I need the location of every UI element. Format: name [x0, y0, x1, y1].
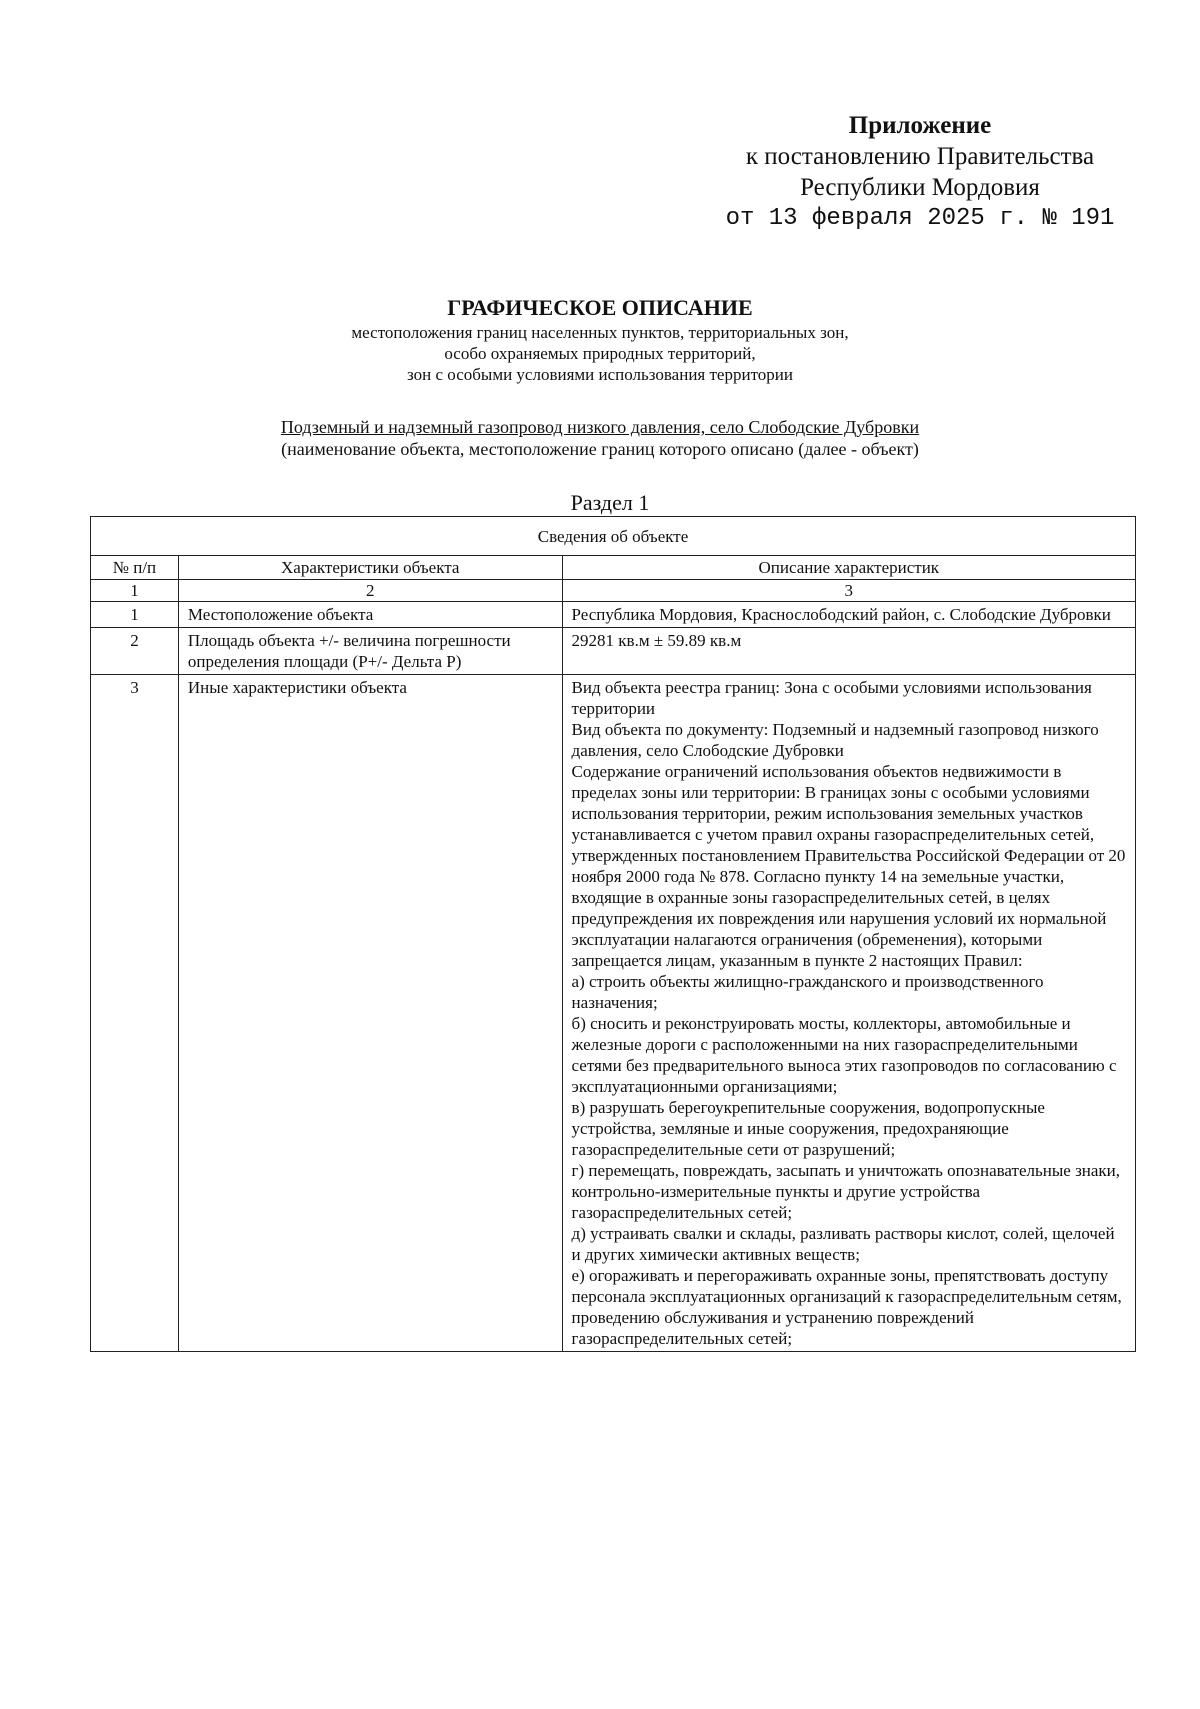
- description-paragraph: Республика Мордовия, Краснослободский район, с. Слободские Дубровки: [571, 605, 1111, 624]
- object-name: Подземный и надземный газопровод низкого давления, село Слободские Дубровки: [280, 417, 920, 437]
- appendix-line-2: Республики Мордовия: [800, 174, 1040, 201]
- row-characteristic: Местоположение объекта: [178, 602, 562, 628]
- table-caption: Сведения об объекте: [91, 517, 1136, 556]
- object-block: [200, 416, 1000, 460]
- appendix-line-1: к постановлению Правительства: [745, 143, 1095, 170]
- row-description: [562, 628, 1135, 675]
- row-characteristic: Иные характеристики объекта: [178, 675, 562, 1352]
- row-description: [562, 602, 1135, 628]
- column-number-1: 1: [91, 580, 179, 602]
- header-description: Описание характеристик: [562, 556, 1135, 580]
- appendix-heading: Приложение: [848, 112, 992, 139]
- row-number: 3: [91, 675, 179, 1352]
- description-paragraph: а) строить объекты жилищно-гражданского и производственного назначения;: [571, 972, 1044, 1012]
- description-paragraph: Содержание ограничений использования объектов недвижимости в пределах зоны или территории: В границах зоны с особыми условиями использования территории, режим использования земельных участков устанавливается с учетом правил охраны газораспределительных сетей, утвержденных постановлением Правительства Российской Федерации от 20 ноября 2000 года № 878. Согласно пункту 14 на земельные участки, входящие в охранные зоны газораспределительных сетей, в целях предупреждения их повреждения или нарушения условий их нормальной эксплуатации налагаются ограничения (обременения), которыми запрещается лицам, указанным в пункте 2 настоящих Правил:: [571, 762, 1126, 970]
- description-paragraph: в) разрушать берегоукрепительные сооружения, водопропускные устройства, земляные и иные сооружения, предохраняющие газораспределительные сети от разрушений;: [571, 1098, 1045, 1159]
- description-paragraph: е) огораживать и перегораживать охранные зоны, препятствовать доступу персонала эксплуатационных организаций к газораспределительным сетям, проведению обслуживания и устранению повреждений газораспределительных сетей;: [571, 1266, 1122, 1348]
- column-number-2: 2: [178, 580, 562, 602]
- description-paragraph: д) устраивать свалки и склады, разливать растворы кислот, солей, щелочей и других химически активных веществ;: [571, 1224, 1115, 1264]
- appendix-date-line: от 13 февраля 2025 г. № 191: [725, 205, 1115, 232]
- description-paragraph: г) перемещать, повреждать, засыпать и уничтожать опознавательные знаки, контрольно-измерительные пункты и другие устройства газораспределительных сетей;: [571, 1161, 1121, 1222]
- description-paragraph: 29281 кв.м ± 59.89 кв.м: [571, 631, 742, 650]
- document-subtitle-line-2: особо охраняемых природных территорий,: [444, 344, 756, 363]
- table-row: [91, 675, 1136, 1352]
- column-number-3: 3: [562, 580, 1135, 602]
- row-characteristic: Площадь объекта +/- величина погрешности определения площади (P+/- Дельта P): [178, 628, 562, 675]
- description-paragraph: Вид объекта по документу: Подземный и надземный газопровод низкого давления, село Слободские Дубровки: [571, 720, 1099, 760]
- table-row: [91, 628, 1136, 675]
- table-row: [91, 602, 1136, 628]
- document-subtitle-line-1: местоположения границ населенных пунктов, территориальных зон,: [351, 323, 849, 342]
- description-paragraph: б) сносить и реконструировать мосты, коллекторы, автомобильные и железные дороги с расположенными на них газораспределительными сетями без предварительного выноса этих газопроводов по согласованию с эксплуатационными организациями;: [571, 1014, 1117, 1096]
- row-number: 2: [91, 628, 179, 675]
- description-paragraph: Вид объекта реестра границ: Зона с особыми условиями использования территории: [571, 678, 1092, 718]
- section-label: Раздел 1: [570, 490, 650, 515]
- document-title: ГРАФИЧЕСКОЕ ОПИСАНИЕ: [447, 295, 753, 320]
- document-subtitle-line-3: зон с особыми условиями использования территории: [407, 365, 793, 384]
- header-characteristic: Характеристики объекта: [178, 556, 562, 580]
- row-number: 1: [91, 602, 179, 628]
- header-number: № п/п: [91, 556, 179, 580]
- object-caption: (наименование объекта, местоположение границ которого описано (далее - объект): [281, 439, 919, 459]
- appendix-block: [700, 110, 1140, 234]
- row-description: [562, 675, 1135, 1352]
- document-title-block: [200, 294, 1000, 385]
- object-info-table: [90, 516, 1136, 1352]
